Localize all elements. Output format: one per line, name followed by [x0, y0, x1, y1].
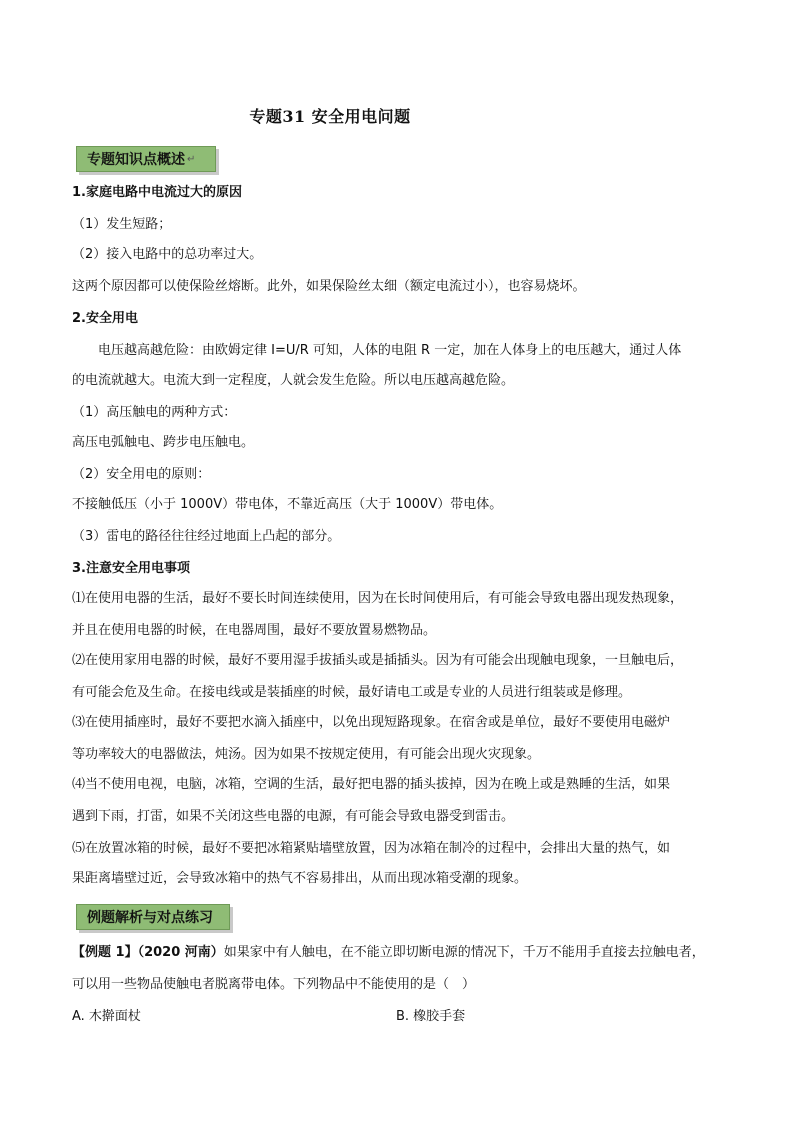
text-line: 不接触低压（小于 1000V）带电体，不靠近高压（大于 1000V）带电体。 — [72, 497, 503, 512]
text-line: 等功率较大的电器做法，炖汤。因为如果不按规定使用，有可能会出现火灾现象。 — [72, 747, 541, 762]
example-label: 【例题 1】 — [72, 945, 138, 960]
text-line: 遇到下雨，打雷，如果不关闭这些电器的电源，有可能会导致电器受到雷击。 — [72, 809, 515, 824]
text-line: （2）接入电路中的总功率过大。 — [72, 247, 263, 262]
text-line: （3）雷电的路径往往经过地面上凸起的部分。 — [72, 529, 341, 544]
section-banner-overview — [76, 146, 216, 172]
section-heading-3: 3.注意安全用电事项 — [72, 561, 190, 576]
option-a: A. 木擀面杖 — [72, 1009, 141, 1024]
return-mark-icon: ↵ — [187, 153, 196, 165]
text-line: 高压电弧触电、跨步电压触电。 — [72, 435, 255, 450]
banner-label: 例题解析与对点练习 — [87, 910, 213, 926]
text-line: （1）高压触电的两种方式： — [72, 405, 237, 420]
text-line: ⑵在使用家用电器的时候，最好不要用湿手拔插头或是插插头。因为有可能会出现触电现象，一旦触电后， — [72, 653, 684, 668]
text-line: 并且在使用电器的时候，在电器周围，最好不要放置易燃物品。 — [72, 623, 437, 638]
text-line: 果距离墙壁过近，会导致冰箱中的热气不容易排出，从而出现冰箱受潮的现象。 — [72, 871, 528, 886]
example-source: （2020 河南） — [137, 945, 224, 960]
text-line: ⑶在使用插座时，最好不要把水滴入插座中，以免出现短路现象。在宿舍或是单位，最好不要使用电磁炉 — [72, 715, 671, 730]
text-line: （1）发生短路； — [72, 217, 172, 232]
section-heading-1: 1.家庭电路中电流过大的原因 — [72, 185, 242, 200]
text-line: （2）安全用电的原则： — [72, 467, 211, 482]
text-line: 可以用一些物品使触电者脱离带电体。下列物品中不能使用的是（ ） — [72, 977, 476, 992]
example-question-line — [72, 944, 724, 962]
text-line: 这两个原因都可以使保险丝熔断。此外，如果保险丝太细（额定电流过小），也容易烧坏。 — [72, 279, 586, 294]
text-line: ⑷当不使用电视，电脑，冰箱，空调的生活，最好把电器的插头拔掉，因为在晚上或是熟睡的生活，如果 — [72, 777, 671, 792]
text-line: 的电流就越大。电流大到一定程度，人就会发生危险。所以电压越高越危险。 — [72, 373, 515, 388]
banner-label: 专题知识点概述 — [87, 152, 185, 168]
section-heading-2: 2.安全用电 — [72, 311, 138, 326]
text-line: ⑸在放置冰箱的时候，最好不要把冰箱紧贴墙壁放置，因为冰箱在制冷的过程中，会排出大量的热气，如 — [72, 841, 671, 856]
page-title: 专题31 安全用电问题 — [249, 107, 411, 126]
section-banner-examples — [76, 904, 230, 930]
text-line: 电压越高越危险：由欧姆定律 I=U/R 可知，人体的电阻 R 一定，加在人体身上的电压越大，通过人体 — [72, 343, 682, 358]
text-line: ⑴在使用电器的生活，最好不要长时间连续使用，因为在长时间使用后，有可能会导致电器出现发热现象， — [72, 591, 684, 606]
example-text: 如果家中有人触电，在不能立即切断电源的情况下，千万不能用手直接去拉触电者， — [223, 945, 705, 960]
text-line: 有可能会危及生命。在接电线或是装插座的时候，最好请电工或是专业的人员进行组装或是修理。 — [72, 685, 632, 700]
option-b: B. 橡胶手套 — [396, 1009, 466, 1024]
